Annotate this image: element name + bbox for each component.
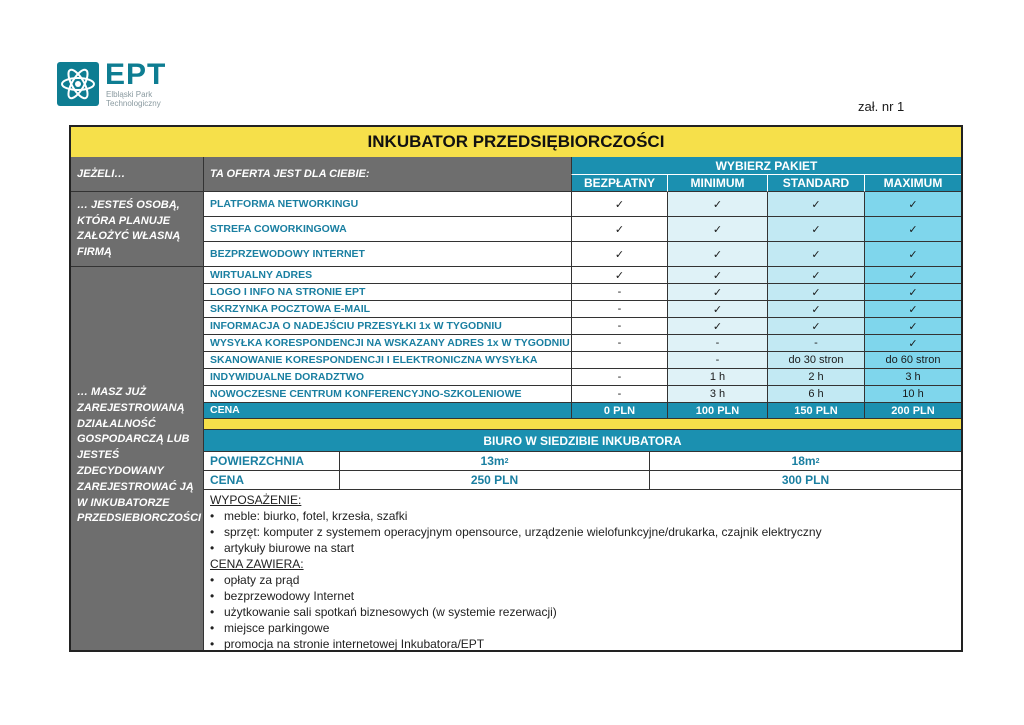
cell-maximum: do 60 stron <box>864 352 961 369</box>
cell-minimum: ✓ <box>667 192 767 217</box>
row-label: SKRZYNKA POCZTOWA E-MAIL <box>203 301 571 318</box>
header-offer: TA OFERTA JEST DLA CIEBIE: <box>203 157 571 192</box>
price-includes-item: • opłaty za prąd <box>210 572 955 588</box>
row-label: INDYWIDUALNE DORADZTWO <box>203 369 571 386</box>
cell-standard: ✓ <box>767 267 864 284</box>
cell-maximum: ✓ <box>864 284 961 301</box>
header-choose-package: WYBIERZ PAKIET <box>571 157 961 175</box>
office-header: BIURO W SIEDZIBIE INKUBATORA <box>203 430 961 452</box>
cell-maximum: ✓ <box>864 242 961 267</box>
price-maximum: 200 PLN <box>864 403 961 419</box>
group-planning-label: … JESTEŚ OSOBĄ, KTÓRA PLANUJE ZAŁOŻYĆ WŁASNĄ FIRMĄ <box>71 192 203 267</box>
row-label: LOGO I INFO NA STRONIE EPT <box>203 284 571 301</box>
price-includes-item: • miejsce parkingowe <box>210 620 955 636</box>
cell-free: - <box>571 386 667 403</box>
cell-minimum: 1 h <box>667 369 767 386</box>
cell-minimum: - <box>667 335 767 352</box>
equipment-item: • meble: biurko, fotel, krzesła, szafki <box>210 508 955 524</box>
cell-minimum: 3 h <box>667 386 767 403</box>
row-label: SKANOWANIE KORESPONDENCJI I ELEKTRONICZNA WYSYŁKA <box>203 352 571 369</box>
cell-minimum: ✓ <box>667 242 767 267</box>
office-price-large: 300 PLN <box>649 471 961 490</box>
cell-maximum: ✓ <box>864 192 961 217</box>
atom-icon <box>57 62 99 106</box>
cell-free: - <box>571 369 667 386</box>
equipment-heading: WYPOSAŻENIE: <box>210 493 302 507</box>
package-minimum: MINIMUM <box>667 175 767 192</box>
yellow-divider <box>203 419 961 430</box>
price-standard: 150 PLN <box>767 403 864 419</box>
cell-free: - <box>571 318 667 335</box>
cell-free: ✓ <box>571 267 667 284</box>
cell-maximum: ✓ <box>864 301 961 318</box>
price-includes-item: • użytkowanie sali spotkań biznesowych (w systemie rezerwacji) <box>210 604 955 620</box>
cell-standard: ✓ <box>767 284 864 301</box>
cell-free: ✓ <box>571 192 667 217</box>
office-area-label: POWIERZCHNIA <box>203 452 339 471</box>
row-label: NOWOCZESNE CENTRUM KONFERENCYJNO-SZKOLENIOWE <box>203 386 571 403</box>
row-label: STREFA COWORKINGOWA <box>203 217 571 242</box>
row-label: WIRTUALNY ADRES <box>203 267 571 284</box>
cell-maximum: 10 h <box>864 386 961 403</box>
package-standard: STANDARD <box>767 175 864 192</box>
header-if: JEŻELI… <box>71 157 203 192</box>
price-includes-item: • bezprzewodowy Internet <box>210 588 955 604</box>
row-label: WYSYŁKA KORESPONDENCJI NA WSKAZANY ADRES 1x W TYGODNIU <box>203 335 571 352</box>
cell-maximum: ✓ <box>864 335 961 352</box>
equipment-section <box>203 490 961 650</box>
cell-maximum: 3 h <box>864 369 961 386</box>
office-price-small: 250 PLN <box>339 471 649 490</box>
cell-standard: 6 h <box>767 386 864 403</box>
group-registered-label: … MASZ JUŻ ZAREJESTROWANĄ DZIAŁALNOŚĆ GOSPODARCZĄ LUB JESTEŚ ZDECYDOWANY ZAREJESTROWAĆ JĄ W INKUBATORZE PRZEDSIEBIORCZOŚCI <box>71 267 203 650</box>
office-area-small: 13m 2 <box>339 452 649 471</box>
cell-standard: ✓ <box>767 217 864 242</box>
cell-free: - <box>571 301 667 318</box>
package-free: BEZPŁATNY <box>571 175 667 192</box>
cell-free: - <box>571 335 667 352</box>
cell-minimum: ✓ <box>667 284 767 301</box>
page-title: INKUBATOR PRZEDSIĘBIORCZOŚCI <box>71 127 961 158</box>
cell-standard: ✓ <box>767 242 864 267</box>
cell-standard: 2 h <box>767 369 864 386</box>
package-maximum: MAXIMUM <box>864 175 961 192</box>
cell-standard: do 30 stron <box>767 352 864 369</box>
price-free: 0 PLN <box>571 403 667 419</box>
cell-standard: ✓ <box>767 318 864 335</box>
price-minimum: 100 PLN <box>667 403 767 419</box>
cell-minimum: ✓ <box>667 217 767 242</box>
cell-standard: ✓ <box>767 301 864 318</box>
price-includes-heading: CENA ZAWIERA: <box>210 557 304 571</box>
office-price-label: CENA <box>203 471 339 490</box>
cell-free: - <box>571 284 667 301</box>
cell-free: ✓ <box>571 217 667 242</box>
annex-label: zał. nr 1 <box>858 99 905 114</box>
row-label: BEZPRZEWODOWY INTERNET <box>203 242 571 267</box>
cell-minimum: ✓ <box>667 318 767 335</box>
row-label: PLATFORMA NETWORKINGU <box>203 192 571 217</box>
row-label: INFORMACJA O NADEJŚCIU PRZESYŁKI 1x W TYGODNIU <box>203 318 571 335</box>
price-row-label: CENA <box>203 403 571 419</box>
cell-standard: - <box>767 335 864 352</box>
cell-free <box>571 352 667 369</box>
office-area-large: 18m 2 <box>649 452 961 471</box>
cell-maximum: ✓ <box>864 267 961 284</box>
cell-maximum: ✓ <box>864 318 961 335</box>
cell-maximum: ✓ <box>864 217 961 242</box>
cell-minimum: - <box>667 352 767 369</box>
equipment-item: • artykuły biurowe na start <box>210 540 955 556</box>
logo-letters: EPT <box>105 58 167 91</box>
cell-free: ✓ <box>571 242 667 267</box>
cell-minimum: ✓ <box>667 301 767 318</box>
cell-minimum: ✓ <box>667 267 767 284</box>
logo-subtitle: Elbląski Park Technologiczny <box>106 90 161 108</box>
price-includes-item: • promocja na stronie internetowej Inkubatora/EPT <box>210 636 955 652</box>
equipment-item: • sprzęt: komputer z systemem operacyjnym opensource, urządzenie wielofunkcyjne/drukarka, czajnik elektryczny <box>210 524 955 540</box>
cell-standard: ✓ <box>767 192 864 217</box>
offer-table <box>69 125 963 652</box>
ept-logo <box>57 60 167 110</box>
